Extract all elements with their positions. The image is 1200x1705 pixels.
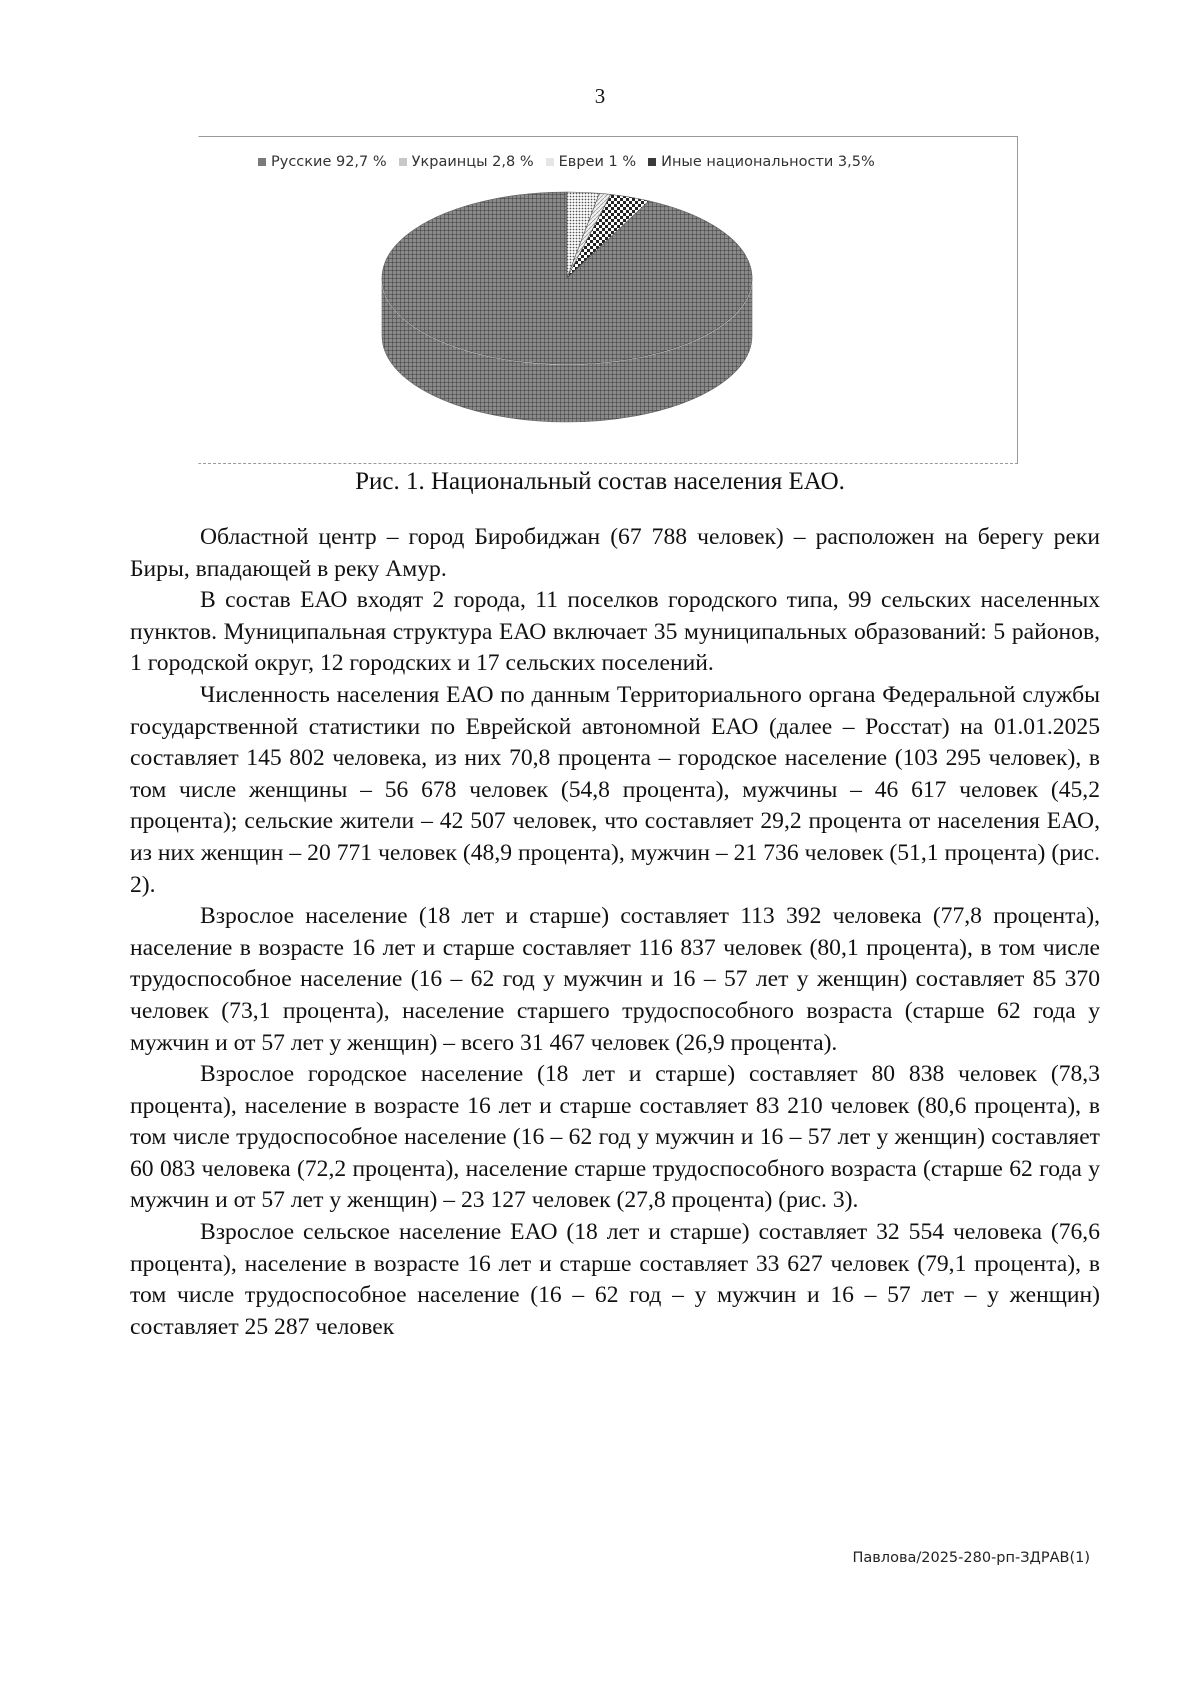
legend-label-other: Иные национальности 3,5% [661, 154, 875, 170]
legend-item-jews [546, 154, 636, 170]
pie-chart-top [382, 192, 752, 364]
legend-label-ukrainians: Украинцы 2,8 % [411, 154, 534, 170]
paragraph: Взрослое население (18 лет и старше) составляет 113 392 человека (77,8 процента), население в возрасте 16 лет и старше составляет 116 837 человек (80,1 процента), в том числе трудоспособное население (16 – 62 год у мужчин и 16 – 57 лет у женщин) составляет 85 370 человек (73,1 процента), население старшего трудоспособного возраста (старше 62 года у мужчин и от 57 лет у женщин) – всего 31 467 человек (26,9 процента). [130, 903, 1100, 1056]
legend-item-other [648, 154, 875, 170]
legend-label-jews: Евреи 1 % [558, 154, 637, 170]
legend-item-ukrainians [399, 154, 534, 170]
legend-swatch-ukrainians [399, 158, 407, 166]
legend-label-russians: Русские 92,7 % [271, 154, 387, 170]
paragraph: Численность населения ЕАО по данным Территориального органа Федеральной службы государственной статистики по Еврейской автономной ЕАО (далее – Росстат) на 01.01.2025 составляет 145 802 человека, из них 70,8 процента – городское население (103 295 человек), в том числе женщины – 56 678 человек (54,8 процента), мужчины – 46 617 человек (45,2 процента); сельские жители – 42 507 человек, что составляет 29,2 процента от населения ЕАО, из них женщин – 20 771 человек (48,9 процента), мужчин – 21 736 человек (51,1 процента) (рис. 2). [130, 681, 1100, 898]
paragraph: Взрослое сельское население ЕАО (18 лет и старше) составляет 32 554 человека (76,6 процента), население в возрасте 16 лет и старше составляет 33 627 человек (79,1 процента), в том числе трудоспособное население (16 – 62 год – у мужчин и 16 – 57 лет – у женщин) составляет 25 287 человек [130, 1219, 1100, 1340]
legend-swatch-jews [546, 158, 554, 166]
document-id-footer: Павлова/2025-280-рп-ЗДРАВ(1) [852, 1550, 1090, 1566]
paragraph: В состав ЕАО входят 2 города, 11 поселков городского типа, 99 сельских населенных пунктов. Муниципальная структура ЕАО включает 35 муниципальных образований: 5 районов, 1 городской округ, 12 городских и 17 сельских поселений. [130, 587, 1100, 677]
paragraph: Взрослое городское население (18 лет и старше) составляет 80 838 человек (78,3 процента), население в возрасте 16 лет и старше составляет 83 210 человек (80,6 процента), в том числе трудоспособное население (16 – 62 год у мужчин и 16 – 57 лет у женщин) составляет 60 083 человека (72,2 процента), население старше трудоспособного возраста (старше 62 года у мужчин и от 57 лет у женщин) – 23 127 человек (27,8 процента) (рис. 3). [130, 1061, 1100, 1214]
legend-swatch-russians [258, 158, 266, 166]
legend-swatch-other [648, 158, 656, 166]
legend-item-russians [258, 154, 387, 170]
paragraph: Областной центр – город Биробиджан (67 788 человек) – расположен на берегу реки Биры, впадающей в реку Амур. [130, 524, 1100, 582]
body-text [130, 522, 1100, 1343]
chart-legend [258, 150, 875, 174]
figure-caption: Рис. 1. Национальный состав населения ЕАО. [355, 468, 845, 495]
pie-chart [380, 186, 780, 426]
page-number: 3 [594, 84, 606, 108]
